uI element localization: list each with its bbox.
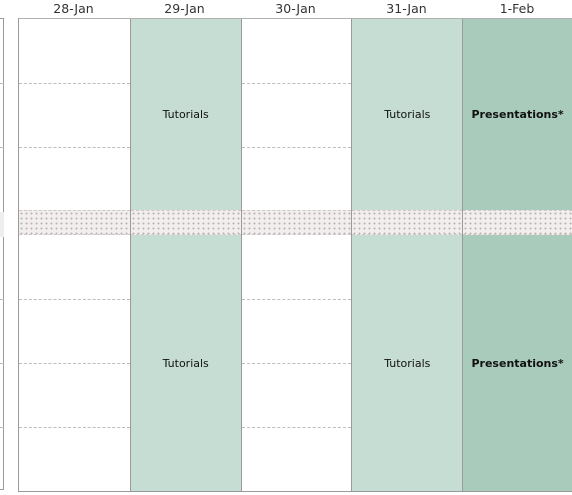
morning-slot[interactable] — [19, 19, 130, 210]
schedule-grid — [18, 18, 572, 492]
day-header-29-jan: 29-Jan — [164, 1, 205, 16]
break-band — [0, 212, 4, 237]
tutorials-session[interactable]: Tutorials — [384, 108, 431, 121]
presentations-session[interactable]: Presentations* — [471, 356, 564, 370]
slot-divider — [0, 363, 4, 364]
day-column-30-jan — [242, 19, 353, 491]
day-column-28-jan — [19, 19, 131, 491]
tutorials-session[interactable]: Tutorials — [162, 108, 209, 121]
break-band — [352, 210, 462, 235]
break-band — [131, 210, 241, 235]
day-header-1-feb: 1-Feb — [499, 1, 535, 16]
break-band — [242, 210, 352, 235]
morning-slot[interactable] — [242, 19, 352, 210]
day-column-31-jan — [352, 19, 463, 491]
tutorials-session[interactable]: Tutorials — [162, 356, 209, 370]
day-column-1-feb — [463, 19, 572, 491]
break-band — [19, 210, 130, 235]
slot-divider — [0, 299, 4, 300]
slot-divider — [0, 147, 4, 148]
day-header-28-jan: 28-Jan — [53, 1, 94, 16]
slot-divider — [0, 83, 4, 84]
afternoon-slot[interactable] — [19, 235, 130, 491]
slot-divider — [0, 427, 4, 428]
day-header-row — [18, 0, 572, 18]
afternoon-slot[interactable] — [242, 235, 352, 491]
presentations-session[interactable]: Presentations* — [471, 108, 564, 121]
previous-day-column-edge — [0, 18, 4, 490]
tutorials-session[interactable]: Tutorials — [384, 356, 431, 370]
day-header-31-jan: 31-Jan — [386, 1, 427, 16]
break-band — [463, 210, 572, 235]
day-column-29-jan — [131, 19, 242, 491]
day-header-30-jan: 30-Jan — [275, 1, 316, 16]
